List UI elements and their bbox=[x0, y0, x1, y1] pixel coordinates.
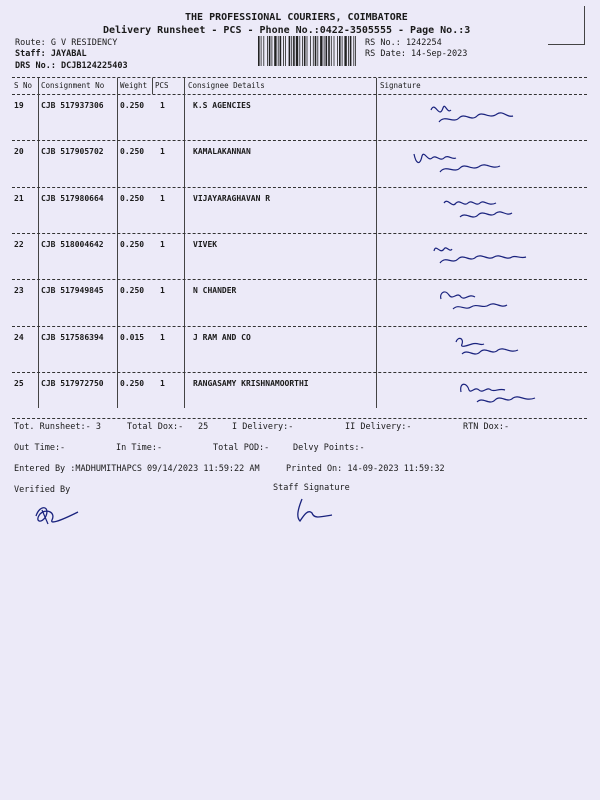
row-separator bbox=[12, 279, 587, 280]
row-sno: 20 bbox=[14, 147, 24, 157]
entered-by: Entered By :MADHUMITHAPCS 09/14/2023 11:59:22 AM bbox=[14, 464, 260, 474]
delvy-points: Delvy Points:- bbox=[293, 443, 365, 453]
barcode bbox=[258, 36, 358, 66]
row-sno: 23 bbox=[14, 286, 24, 296]
route-label: Route: G V RESIDENCY bbox=[15, 38, 118, 48]
row-sno: 22 bbox=[14, 239, 24, 249]
total-dox-label: Total Dox:- bbox=[127, 422, 184, 432]
staff-label: Staff: JAYABAL bbox=[15, 49, 87, 59]
runsheet-subtitle: Delivery Runsheet - PCS - Phone No.:0422-3505555 - Page No.:3 bbox=[103, 25, 471, 36]
staff-signature-label: Staff Signature bbox=[273, 483, 350, 493]
row-consignment-no: CJB 517586394 bbox=[41, 332, 104, 342]
row-sno: 24 bbox=[14, 332, 24, 342]
row-consignee: VIVEK bbox=[193, 239, 218, 249]
drs-number: DRS No.: DCJB124225403 bbox=[15, 61, 128, 71]
row-separator bbox=[12, 326, 587, 327]
col-divider bbox=[184, 78, 185, 408]
staff-signature bbox=[292, 495, 342, 527]
row-weight: 0.250 bbox=[120, 239, 145, 249]
tot-runsheet: Tot. Runsheet:- 3 bbox=[14, 422, 101, 432]
col-weight: Weight bbox=[120, 81, 148, 90]
row-consignee: RANGASAMY KRISHNAMOORTHI bbox=[193, 378, 309, 388]
row-sno: 21 bbox=[14, 193, 24, 203]
verified-by: Verified By bbox=[14, 485, 71, 495]
in-time: In Time:- bbox=[116, 443, 163, 453]
row-pcs: 1 bbox=[160, 332, 165, 342]
row-weight: 0.250 bbox=[120, 378, 145, 388]
ii-delivery: II Delivery:- bbox=[345, 422, 412, 432]
row-pcs: 1 bbox=[160, 239, 165, 249]
row-pcs: 1 bbox=[160, 286, 165, 296]
consignee-signature bbox=[440, 193, 550, 227]
row-sno: 25 bbox=[14, 378, 24, 388]
col-divider bbox=[152, 78, 153, 94]
row-separator bbox=[12, 140, 587, 141]
printed-on: Printed On: 14-09-2023 11:59:32 bbox=[286, 464, 445, 474]
row-separator bbox=[12, 418, 587, 419]
verifier-signature bbox=[28, 498, 88, 530]
row-pcs: 1 bbox=[160, 378, 165, 388]
row-consignment-no: CJB 517905702 bbox=[41, 147, 104, 157]
out-time: Out Time:- bbox=[14, 443, 66, 453]
row-separator bbox=[12, 233, 587, 234]
corner-mark bbox=[548, 6, 585, 45]
row-consignee: VIJAYARAGHAVAN R bbox=[193, 193, 271, 203]
consignee-signature bbox=[425, 100, 535, 134]
col-consignment: Consignment No bbox=[41, 81, 105, 90]
rtn-dox: RTN Dox:- bbox=[463, 422, 510, 432]
row-consignee: K.S AGENCIES bbox=[193, 101, 251, 110]
rs-number: RS No.: 1242254 bbox=[365, 38, 442, 48]
row-weight: 0.250 bbox=[120, 147, 145, 157]
row-separator bbox=[12, 372, 587, 373]
header-top-rule bbox=[12, 77, 587, 78]
consignee-signature bbox=[450, 332, 560, 366]
row-sno: 19 bbox=[14, 101, 24, 110]
row-consignment-no: CJB 518004642 bbox=[41, 239, 104, 249]
row-consignee: J RAM AND CO bbox=[193, 332, 251, 342]
row-consignment-no: CJB 517980664 bbox=[41, 193, 104, 203]
col-sno: S No bbox=[14, 81, 33, 90]
row-consignee: N CHANDER bbox=[193, 286, 237, 296]
row-pcs: 1 bbox=[160, 147, 165, 157]
row-consignment-no: CJB 517949845 bbox=[41, 286, 104, 296]
total-dox-value: 25 bbox=[198, 422, 209, 432]
row-consignment-no: CJB 517972750 bbox=[41, 378, 104, 388]
total-pod: Total POD:- bbox=[213, 443, 270, 453]
row-weight: 0.250 bbox=[120, 193, 145, 203]
consignee-signature bbox=[430, 239, 540, 273]
row-consignee: KAMALAKANNAN bbox=[193, 147, 251, 157]
row-consignment-no: CJB 517937306 bbox=[41, 101, 104, 110]
row-pcs: 1 bbox=[160, 101, 165, 110]
consignee-signature bbox=[455, 378, 565, 412]
company-title: THE PROFESSIONAL COURIERS, COIMBATORE bbox=[185, 12, 408, 23]
row-weight: 0.250 bbox=[120, 286, 145, 296]
header-bottom-rule bbox=[12, 94, 587, 95]
col-consignee: Consignee Details bbox=[188, 81, 265, 90]
row-weight: 0.015 bbox=[120, 332, 145, 342]
col-divider bbox=[117, 78, 118, 408]
row-weight: 0.250 bbox=[120, 101, 145, 110]
row-pcs: 1 bbox=[160, 193, 165, 203]
col-signature: Signature bbox=[380, 81, 421, 90]
row-separator bbox=[12, 187, 587, 188]
col-divider bbox=[38, 78, 39, 408]
rs-date: RS Date: 14-Sep-2023 bbox=[365, 49, 468, 59]
consignee-signature bbox=[435, 285, 545, 319]
consignee-signature bbox=[410, 146, 520, 180]
col-divider bbox=[376, 78, 377, 408]
i-delivery: I Delivery:- bbox=[232, 422, 294, 432]
col-pcs: PCS bbox=[155, 81, 169, 90]
